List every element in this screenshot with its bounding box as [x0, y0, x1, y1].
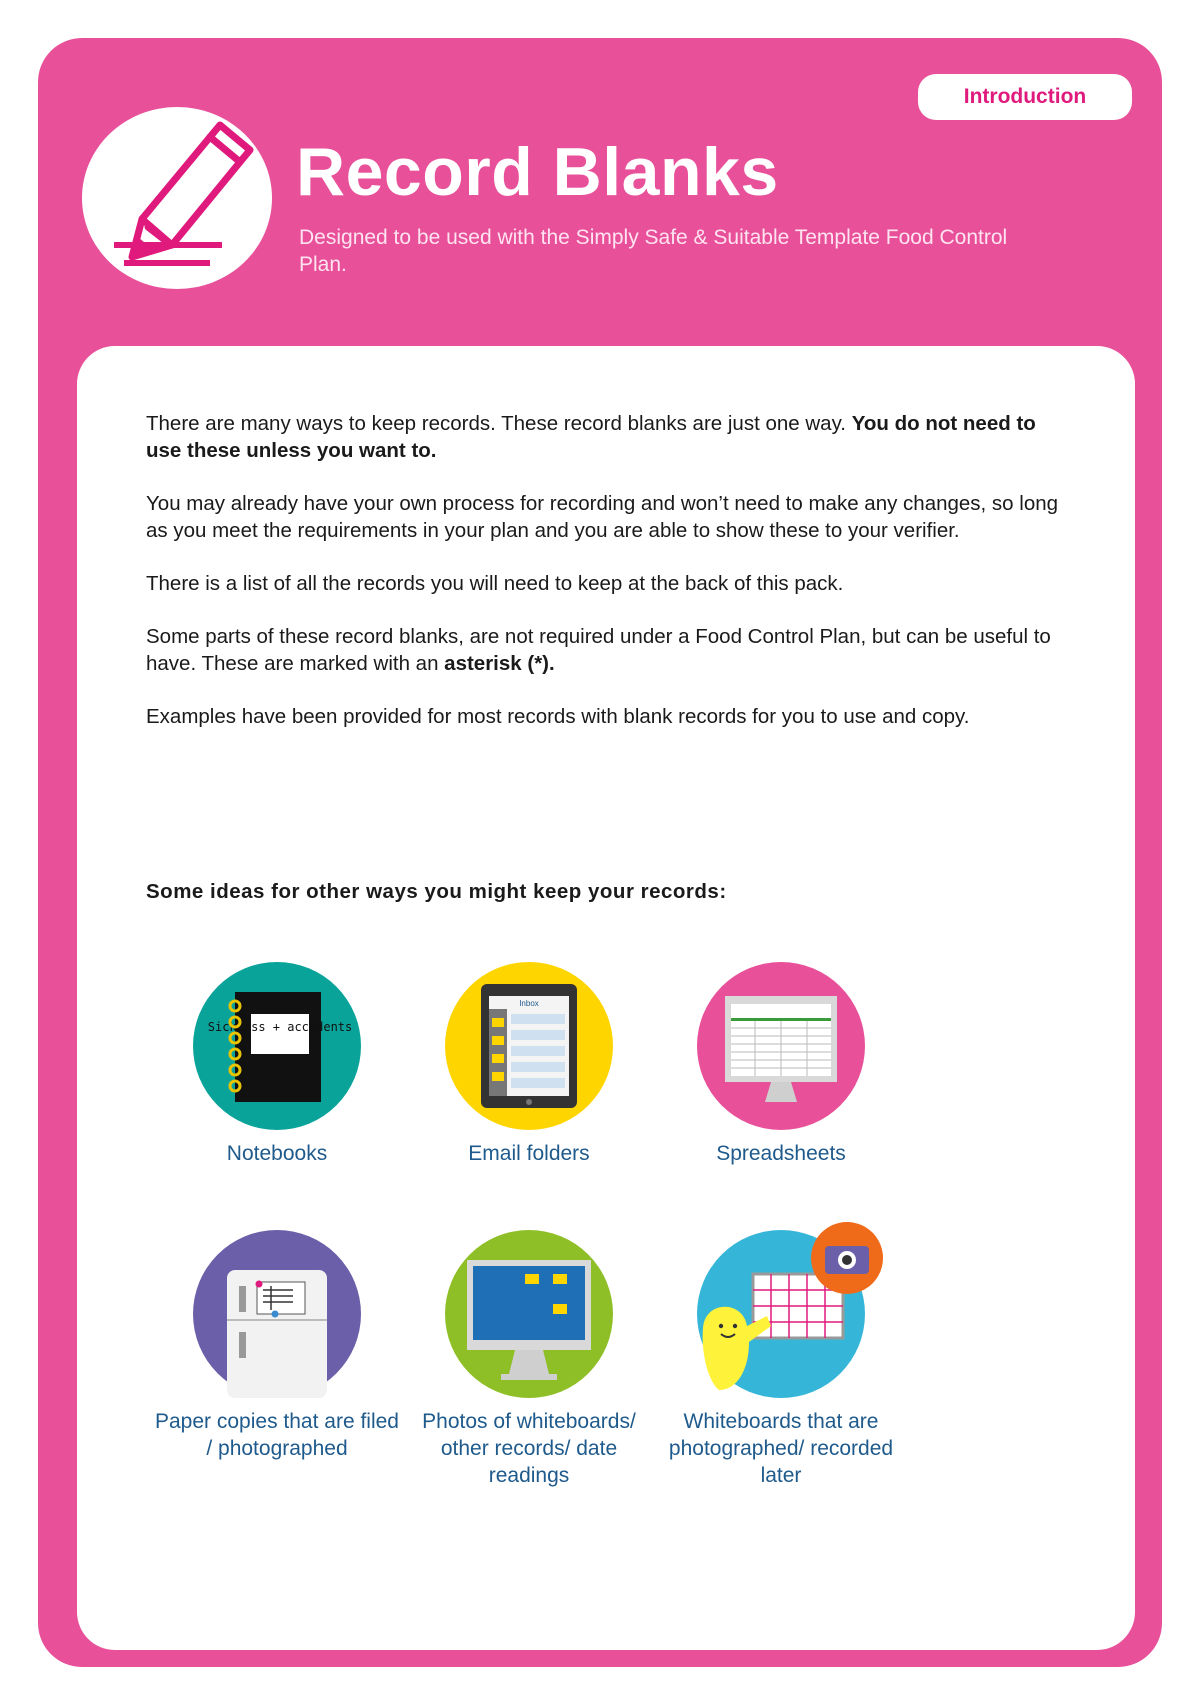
fridge-paper-icon — [193, 1230, 361, 1398]
intro-text — [146, 410, 1076, 756]
intro-paragraph-4: Some parts of these record blanks, are not required under a Food Control Plan, but can be useful to have. These are marked with an asterisk (*). — [146, 625, 1051, 675]
intro-paragraph-3: There is a list of all the records you will need to keep at the back of this pack. — [146, 572, 844, 595]
tablet-email-icon — [445, 962, 613, 1130]
idea-label: Photos of whiteboards/ other records/ date readings — [422, 1410, 636, 1487]
tablet-inbox-text: Inbox — [519, 999, 539, 1008]
idea-spreadsheets — [656, 962, 906, 1167]
spreadsheet-monitor-icon — [697, 962, 865, 1130]
idea-label: Spreadsheets — [716, 1142, 846, 1165]
section-badge: Introduction — [918, 74, 1132, 120]
idea-email-folders — [404, 962, 654, 1167]
intro-paragraph-2: You may already have your own process for recording and won’t need to make any changes, so long as you meet the requirements in your plan and you are able to show these to your verifier. — [146, 492, 1059, 542]
idea-label: Paper copies that are filed / photographed — [155, 1410, 399, 1460]
page-subtitle: Designed to be used with the Simply Safe & Suitable Template Food Control Plan. — [299, 226, 1008, 276]
intro-paragraph-5: Examples have been provided for most records with blank records for you to use and copy. — [146, 705, 970, 728]
idea-whiteboards — [656, 1230, 906, 1489]
idea-label: Notebooks — [226, 1142, 328, 1165]
notebook-icon — [193, 962, 361, 1130]
pencil-icon — [82, 107, 272, 289]
idea-photos — [404, 1230, 654, 1489]
intro-paragraph-1: There are many ways to keep records. These record blanks are just one way. You do not need to use these unless you want to. — [146, 412, 1036, 462]
idea-notebooks — [152, 962, 402, 1167]
idea-label: Email folders — [468, 1142, 590, 1165]
idea-label: Whiteboards that are photographed/ recorded later — [668, 1410, 894, 1487]
computer-folders-icon — [445, 1230, 613, 1398]
page-title: Record Blanks — [296, 134, 779, 210]
notebook-cover-text: Sickness + accidents — [207, 1020, 353, 1034]
whiteboard-camera-icon — [697, 1230, 865, 1398]
ideas-heading: Some ideas for other ways you might keep your records: — [146, 880, 727, 903]
idea-paper-copies — [152, 1230, 402, 1462]
